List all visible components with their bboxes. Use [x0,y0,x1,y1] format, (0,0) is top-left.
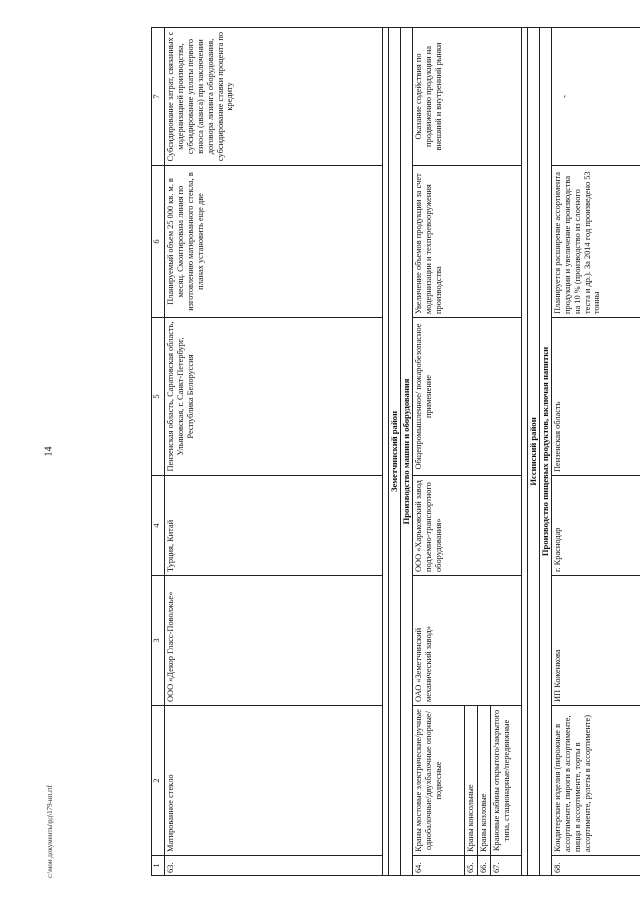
product-cell: Краны козловые [477,706,490,856]
product-cell: Крановые кабины открытого/закрытого типа, стационарные/передвижные [490,706,521,856]
section-title-district: Иссинский район [527,28,539,876]
product-cell: Краны консольные [465,706,478,856]
section-title-industry: Производство машин и оборудования [401,28,413,876]
section-title-district: Земетчинский район [389,28,401,876]
section-row [527,28,539,876]
table-row [165,28,383,876]
page-number: 14 [43,446,55,457]
product-cell: Матированное стекло [165,706,383,856]
market-cell: Пензенская область [551,318,640,476]
plans-cell: Планируемый объем 25 000 кв. м. в месяц. Смонтирована линия по изготовлению матированного стекла, в планах установить еще две [165,166,383,318]
header-cell: 6 [152,166,165,318]
product-cell: Кондитерские изделия (пирожные в ассортименте, пироги в ассортименте, пицца в ассортименте, торты в ассортименте, рулеты в ассортименте) [551,706,640,856]
support-cell: - [551,28,640,166]
table-row [413,28,465,876]
competitors-cell: г. Краснодар [551,476,640,576]
competitors-cell: ООО «Харьковский завод подъемно-транспортного оборудования» [413,476,522,576]
header-cell: 2 [152,706,165,856]
plans-cell: Планируется расширение ассортимента продукции и увеличение производства на 10 % (производство из слоеного теста и др.). За 2014 год произведено 53 тонны [551,166,640,318]
section-row [389,28,401,876]
plans-cell: Увеличение объемов продукции за счет модернизации и техперевооружения производства [413,166,522,318]
company-cell: ИП Коженкова [551,576,640,706]
section-row [401,28,413,876]
row-number: 65. [465,856,478,876]
market-cell: Пензенская область, Саратовская область, Ульяновская, г. Санкт-Петербург, Республика Белоруссия [165,318,383,476]
company-cell: ОАО «Земетчинский механический завод» [413,576,522,706]
table-row [551,28,640,876]
header-cell: 5 [152,318,165,476]
header-cell: 3 [152,576,165,706]
section-title-industry: Производство пищевых продуктов, включая напитки [539,28,551,876]
projects-table [151,27,640,876]
product-cell: Краны мостовые электрические/ручные однобалочные/двухбалочные опорные/подвесные [413,706,465,856]
support-cell: Оказание содействия по продвижению продукции на внешний и внутренний рынки [413,28,522,166]
rotated-table-wrapper [151,28,602,876]
row-number: 68. [551,856,640,876]
row-number: 63. [165,856,383,876]
support-cell: Субсидирование затрат, связанных с модернизацией производства, субсидирование уплаты первого взноса (аванса) при заключении договора лизинга оборудования, субсидирование ставки процента по кредиту [165,28,383,166]
market-cell: Общепромышленное/ пожаробезопасное применение [413,318,522,476]
section-row [539,28,551,876]
header-row [152,28,165,876]
row-number: 67. [490,856,521,876]
file-path-footer: c:\мои документы\рд\179-ип.rtf [46,785,54,878]
header-cell: 4 [152,476,165,576]
row-number: 64. [413,856,465,876]
company-cell: ООО «Декор Гласс-Поволжье» [165,576,383,706]
header-cell: 7 [152,28,165,166]
row-number: 66. [477,856,490,876]
competitors-cell: Турция, Китай [165,476,383,576]
header-cell: 1 [152,856,165,876]
